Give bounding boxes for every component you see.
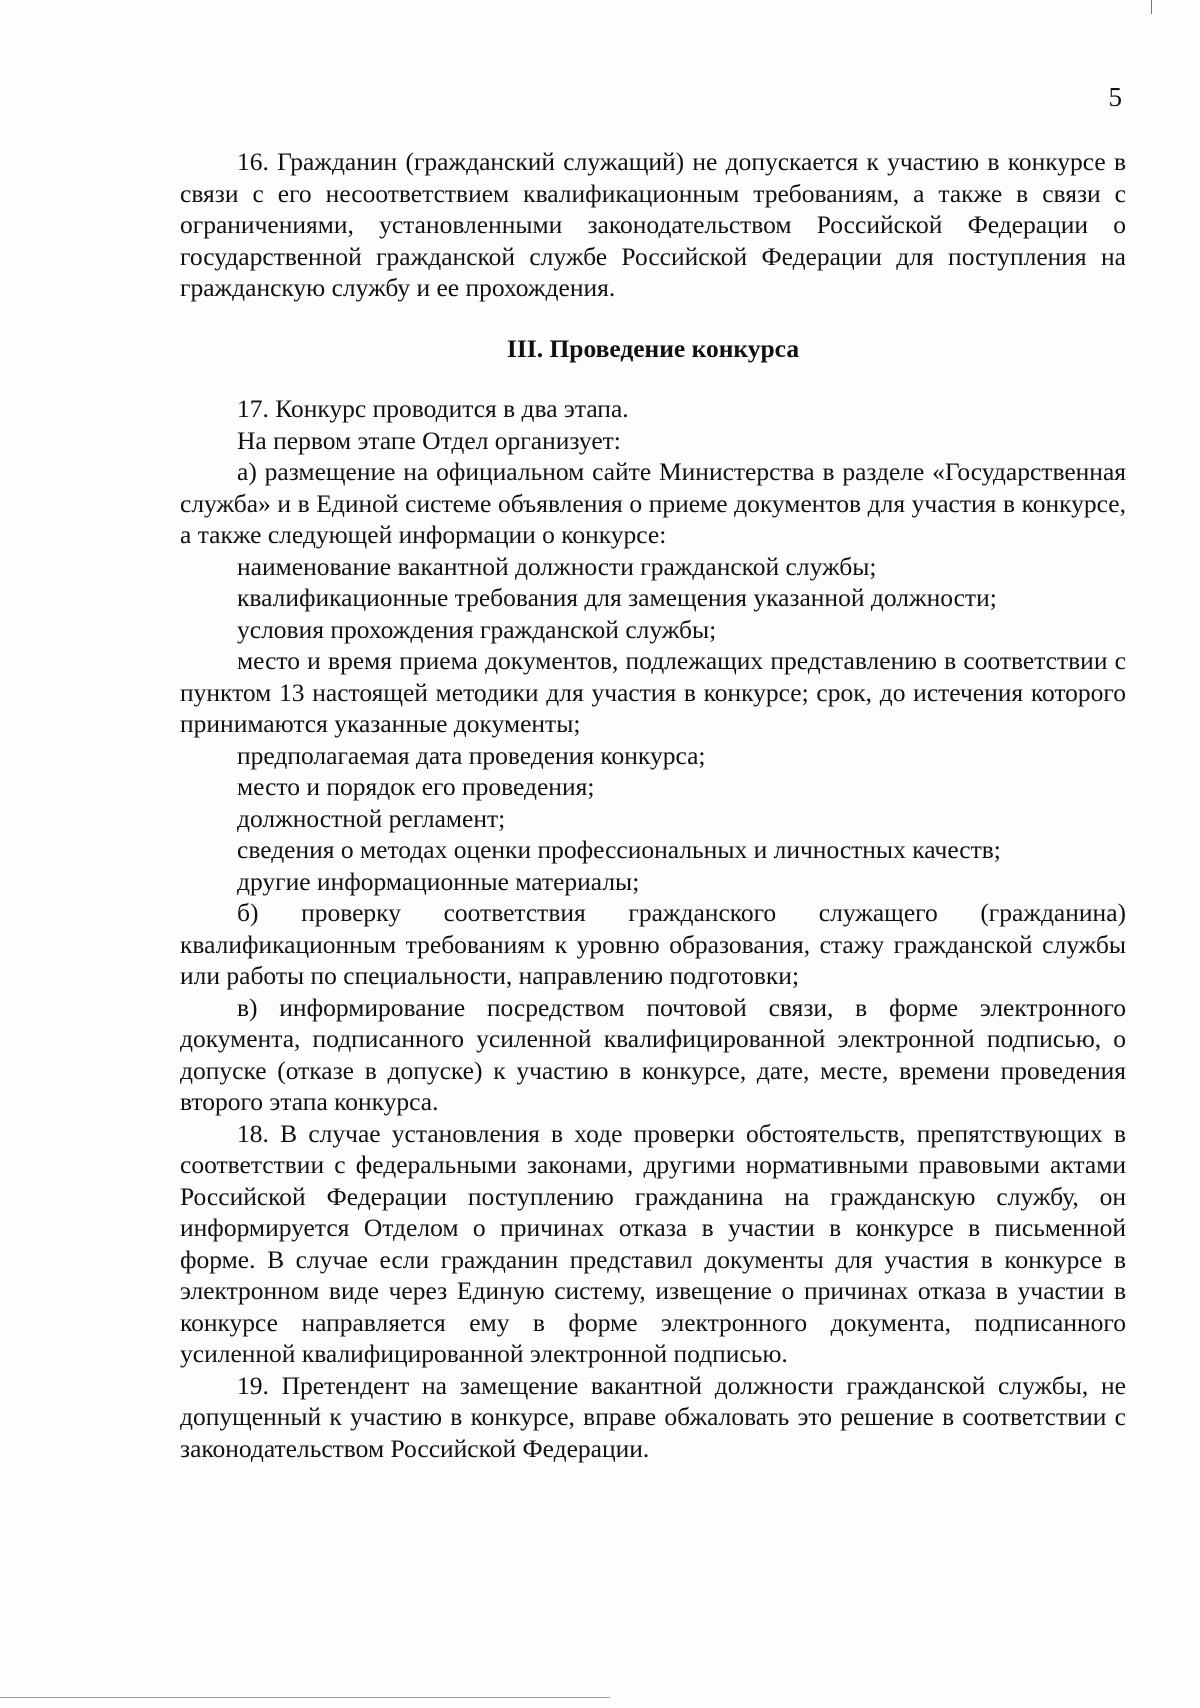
scan-edge-mark [1151,0,1152,14]
page-number: 5 [1108,82,1122,112]
document-body [180,146,1126,1464]
scan-edge-line [0,1697,610,1698]
list-item: наименование вакантной должности гражданской службы; [237,551,877,581]
list-item-b: б) проверку соответствия гражданского служащего (гражданина) квалификационным требованиям к уровню образования, стажу гражданской службы или работы по специальности, направлению подготовки; [180,898,1126,990]
list-item: место и время приема документов, подлежащих представлению в соответствии с пунктом 13 настоящей методики для участия в конкурсе; срок, до истечения которого принимаются указанные документы; [180,646,1126,738]
section-heading: III. Проведение конкурса [506,333,800,363]
list-item-v: в) информирование посредством почтовой связи, в форме электронного документа, подписанного усиленной квалифицированной электронной подписью, о допуске (отказе в допуске) к участию в конкурсе, дате, месте, времени проведения второго этапа конкурса. [180,992,1126,1116]
list-item: квалификационные требования для замещения указанной должности; [237,583,997,612]
list-item: предполагаемая дата проведения конкурса; [237,740,706,770]
paragraph-17: 17. Конкурс проводится в два этапа. [237,394,629,423]
list-item: другие информационные материалы; [237,866,640,896]
paragraph: На первом этапе Отдел организует: [237,425,621,455]
list-item: сведения о методах оценки профессиональных и личностных качеств; [237,835,1001,864]
paragraph-18: 18. В случае установления в ходе проверки обстоятельств, препятствующих в соответствии с федеральными законами, другими нормативными правовыми актами Российской Федерации поступлению гражданина на гражданскую службу, он информируется Отделом о причинах отказа в участии в конкурсе в письменной форме. В случае если гражданин представил документы для участия в конкурсе в электронном виде через Единую систему, извещение о причинах отказа в участии в конкурсе направляется ему в форме электронного документа, подписанного усиленной квалифицированной электронной подписью. [180,1118,1126,1368]
list-item: место и порядок его проведения; [237,772,595,801]
paragraph-19: 19. Претендент на замещение вакантной должности гражданской службы, не допущенный к участию в конкурсе, вправе обжаловать это решение в соответствии с законодательством Российской Федерации. [180,1370,1126,1463]
list-item-a: а) размещение на официальном сайте Министерства в разделе «Государственная служба» и в Единой системе объявления о приеме документов для участия в конкурсе, а также следующей информации о конкурсе: [180,457,1126,549]
list-item: условия прохождения гражданской службы; [237,614,717,644]
paragraph-16: 16. Гражданин (гражданский служащий) не допускается к участию в конкурсе в связи с его несоответствием квалификационным требованиям, а также в связи с ограничениями, установленными законодательством Российской Федерации о государственной гражданской службе Российской Федерации для поступления на гражданскую службу и ее прохождения. [180,147,1126,302]
list-item: должностной регламент; [237,803,506,833]
